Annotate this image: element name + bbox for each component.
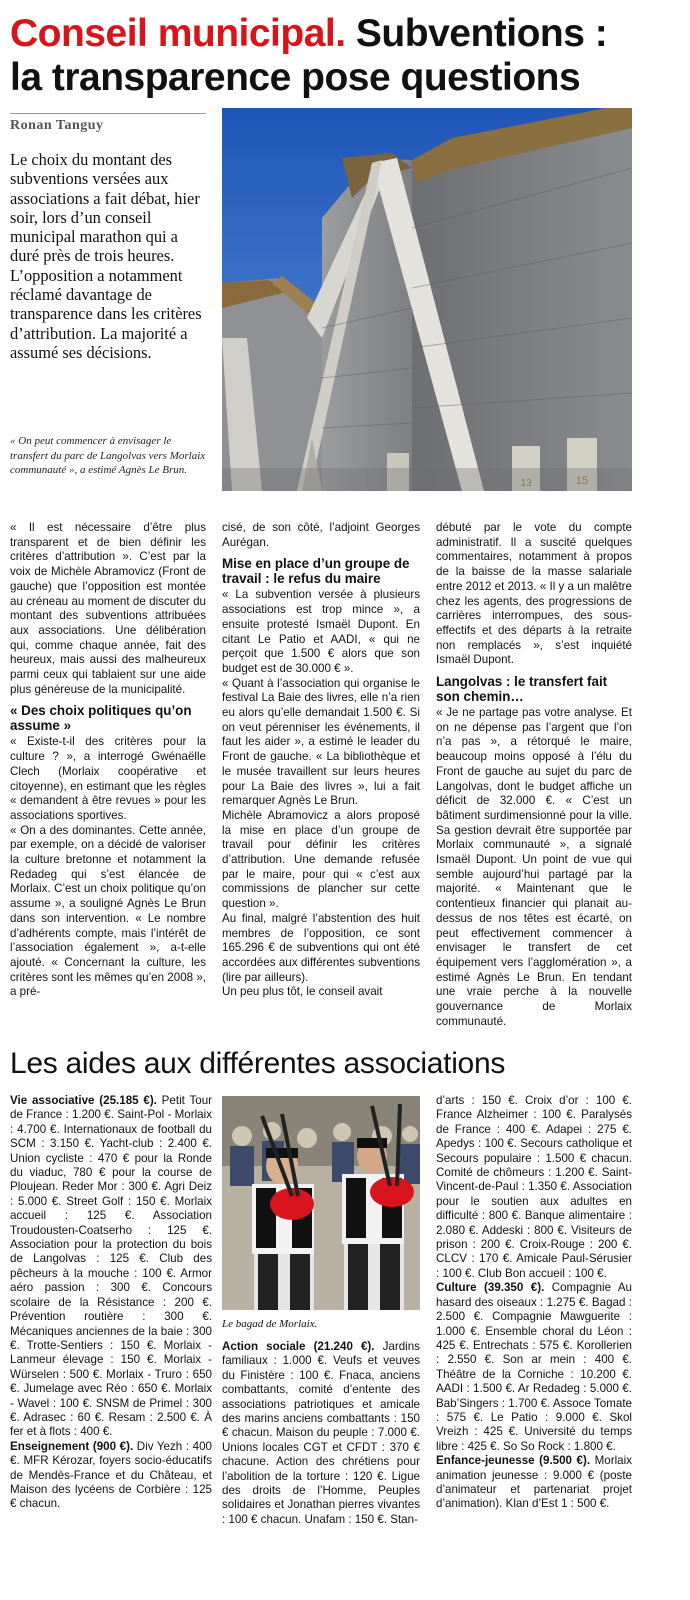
article-paragraph: « Il est nécessaire d’être plus transparent et de bien définir les critères d’attribution ». C’est par la voix de Michèle Abramovicz (Front de gauche) que l’opposition est montée au créneau au moment de discuter du montant des subventions attribuées aux associations. Une délibération qui, comme chaque année, fait des heureux, mais aussi des malheureux parmi ceux qui tablaient sur une aide plus généreuse de la municipalité. xyxy=(10,521,206,696)
category-text: Petit Tour de France : 1.200 €. Saint-Pol - Morlaix : 4.700 €. Internationaux de football du SCM : 3.150 €. Yacht-club : 2.400 €. Union cycliste : 470 € pour la Ronde du viaduc, 780 € pour la course de Ploujean. Reder Mor : 300 €. Agri Deiz : 5.000 €. Street Golf : 150 €. Morlaix accueil : 125 €. Association Troudousten-Coatserho : 125 €. Association pour la protection du bois de Langolvas : 125 €. Club des pêcheurs à la mouche : 100 €. Armor aéro passion : 300 €. Concours scolaire de la Résistance : 200 €. Prévention routière : 300 €. Mécaniques anciennes de la baie : 300 €. Trotte-Sentiers : 150 €. Morlaix - Lanmeur élevage : 150 €. Morlaix - Würselen : 500 €. Morlaix - Truro : 650 €. Jumelage avec Réo : 650 €. Morlaix - Wavel : 100 €. SNSM de Primel : 300 €. Adrasec : 60 €. Resam : 2.500 €. À fer et à flots : 400 €. xyxy=(10,1094,213,1439)
headline-line2: la transparence pose questions xyxy=(10,56,581,99)
article-column-2 xyxy=(222,521,420,1000)
door-number-15: 15 xyxy=(575,475,589,487)
door-number-13: 13 xyxy=(520,478,532,489)
article-paragraph: « Je ne partage pas votre analyse. Et on ne dépense pas l’argent que l’on n’a pas », a rétorqué le maire, beaucoup moins opposé à l’élu du Front de gauche au sujet du parc de Langolvas, dont le budget affiche un déficit de 32.000 €. « C’est un bâtiment surdimensionné pour la ville. Sa gestion devrait être supportée par Morlaix communauté », a signalé Ismaël Dupont. Un point de vue qui semble aujourd’hui partagé par la majorité. « Maintenant que le contentieux financier qui planait au-dessus de nos têtes est écarté, on peut effectivement commencer à envisager le transfert de cet équipement vers l’agglomération », a estimé Agnès Le Brun. En tendant une vraie perche à la nouvelle gouvernance de Morlaix communauté. xyxy=(436,706,632,1028)
langolvas-building-photo xyxy=(222,108,632,491)
article-column-1 xyxy=(10,521,206,1000)
intertitle-langolvas: Langolvas : le transfert fait son chemin… xyxy=(436,674,608,705)
article-paragraph: « La subvention versée à plusieurs associations est trop mince », a ensuite protesté Ismaël Dupont. En citant Le Patio et AADI, « qui ne perçoit que 1.500 € alors que son budget est de 30.000 € ». xyxy=(222,588,420,675)
photo-caption: « On peut commencer à envisager le transfert du parc de Langolvas vers Morlaix communauté », a estimé Agnès Le Brun. xyxy=(10,435,206,476)
photo2-caption: Le bagad de Morlaix. xyxy=(222,1318,318,1330)
category-text: Div Yezh : 400 €. MFR Kérozar, foyers socio-éducatifs de Mendès-France et du Château, et Maison des lycéens de Corbière : 125 € chacun. xyxy=(10,1439,212,1511)
headline-kicker: Conseil municipal. xyxy=(10,12,346,55)
byline: Ronan Tanguy xyxy=(10,113,206,134)
section-title-aides: Les aides aux différentes associations xyxy=(10,1047,506,1080)
category-text: Morlaix animation jeunesse : 9.000 € (poste d’animateur et partenariat projet d’animation). Klan d’Est 1 : 500 €. xyxy=(436,1454,632,1511)
intertitle-choix-politiques: « Des choix politiques qu’on assume » xyxy=(10,703,192,734)
headline-line1: Subventions : xyxy=(345,12,608,55)
category-enfance-jeunesse: Enfance-jeunesse (9.500 €). xyxy=(436,1454,591,1468)
aides-column-1 xyxy=(10,1094,212,1512)
article-paragraph: cisé, de son côté, l’adjoint Georges Aurégan. xyxy=(222,521,420,549)
article-paragraph: Au final, malgré l’abstention des huit membres de l’opposition, ce sont 165.296 € de subventions qui ont été accordées aux différentes subventions (lire par ailleurs). xyxy=(222,911,420,984)
aides-column-2 xyxy=(222,1340,420,1527)
bagad-photo xyxy=(222,1096,420,1310)
category-text: Jardins familiaux : 1.000 €. Veufs et veuves du Finistère : 100 €. Fnaca, anciens combattants, comité d’entente des associations patriotiques et amicale des marins anciens combattants : 150 € chacun. Maison du peuple : 7.000 €. Unions locales CGT et CFDT : 370 € chacune. Action des chrétiens pour l’abolition de la torture : 120 €. Ligue des droits de l’Homme, Peuples solidaires et Jonathan pierres vivantes : 100 € chacun. Unafam : 150 €. Stan- xyxy=(222,1340,420,1526)
article-paragraph: débuté par le vote du compte administratif. Il a suscité quelques commentaires, notamment à propos de la baisse de la masse salariale entre 2012 et 2013. « Il y a un malêtre chez les agents, des progressions de carrières interrompues, des sous-effectifs et des départs à la retraite non remplacés », s’est inquiété Ismaël Dupont. xyxy=(436,521,632,667)
article-paragraph: « Existe-t-il des critères pour la culture ? », a interrogé Gwénaëlle Clech (Morlaix coopérative et citoyenne), en estimant que les règles « demandent à être revues » pour les associations sportives. xyxy=(10,735,206,822)
article-column-3 xyxy=(436,521,632,1030)
category-text: d’arts : 150 €. Croix d’or : 100 €. France Alzheimer : 100 €. Paralysés de France : 400 €. Adapei : 275 €. Apedys : 100 €. Secours catholique et Secours populaire : 1.500 € chacun. Comité de chômeurs : 1.200 €. Saint-Vincent-de-Paul : 1.350 €. Association pour le soutien aux adultes en difficulté : 800 €. Banque alimentaire : 2.080 €. Addeski : 800 €. Visiteurs de prison : 200 €. Croix-Rouge : 200 €. CLCV : 170 €. Amicale Paul-Sérusier : 100 €. Club Bon accueil : 100 €. xyxy=(436,1094,632,1280)
category-action-sociale: Action sociale (21.240 €). xyxy=(222,1340,375,1353)
article-paragraph: « On a des dominantes. Cette année, par exemple, on a décidé de valoriser la culture bretonne et notamment la Redadeg qui s’est élancée de Morlaix. C’est un choix politique qu’on assume », a souligné Agnès Le Brun dans son intervention. « Le nombre d’adhérents compte, mais l’intérêt de l’association également », a-t-elle ajouté. « Concernant la culture, les critères sont les mêmes qu’en 2008 », a pré- xyxy=(10,823,206,999)
category-text: Compagnie Au hasard des oiseaux : 1.275 €. Bagad : 2.500 €. Compagnie Mawguerite : 1.000 €. Ensemble choral du Léon : 425 €. Entrechats : 575 €. Korollerien : 2.550 €. Son ar mein : 400 €. Théâtre de la Corniche : 10.200 €. AADI : 1.500 €. Ar Redadeg : 5.000 €. Bab’Singers : 1.700 €. Assoce Tomate : 575 €. Le Patio : 9.000 €. Skol Vreizh : 425 €. Université du temps libre : 425 €. So So Rock : 1.800 €. xyxy=(436,1281,632,1453)
article-paragraph: « Quant à l’association qui organise le festival La Baie des livres, elle n’a rien eu alors qu’elle demandait 1.500 €. Si on veut pérenniser les événements, il faut les aider », a estimé le leader du Front de gauche. « La bibliothèque et le musée travaillent sur leurs heures pour La Baie des livres », lui a fait remarquer Agnès Le Brun. xyxy=(222,676,420,808)
article-paragraph: Michèle Abramovicz a alors proposé la mise en place d’un groupe de travail pour définir les critères d’attribution. Une demande refusée par le maire, pour qui « c’est aux commissions de plancher sur cette question ». xyxy=(222,808,420,911)
lead-paragraph: Le choix du montant des subventions versées aux associations a fait débat, hier soir, lors d’un conseil municipal marathon qui a duré près de trois heures. L’opposition a notamment réclamé davantage de transparence dans les critères d’attribution. La majorité a assumé ses décisions. xyxy=(10,150,202,362)
intertitle-groupe-de-travail: Mise en place d’un groupe de travail : le refus du maire xyxy=(222,556,410,587)
category-vie-associative: Vie associative (25.185 €). xyxy=(10,1094,157,1107)
category-culture: Culture (39.350 €). xyxy=(436,1281,545,1295)
article-paragraph: Un peu plus tôt, le conseil avait xyxy=(222,985,383,999)
headline xyxy=(10,12,670,100)
category-enseignement: Enseignement (900 €). xyxy=(10,1439,134,1453)
aides-column-3 xyxy=(436,1094,632,1512)
